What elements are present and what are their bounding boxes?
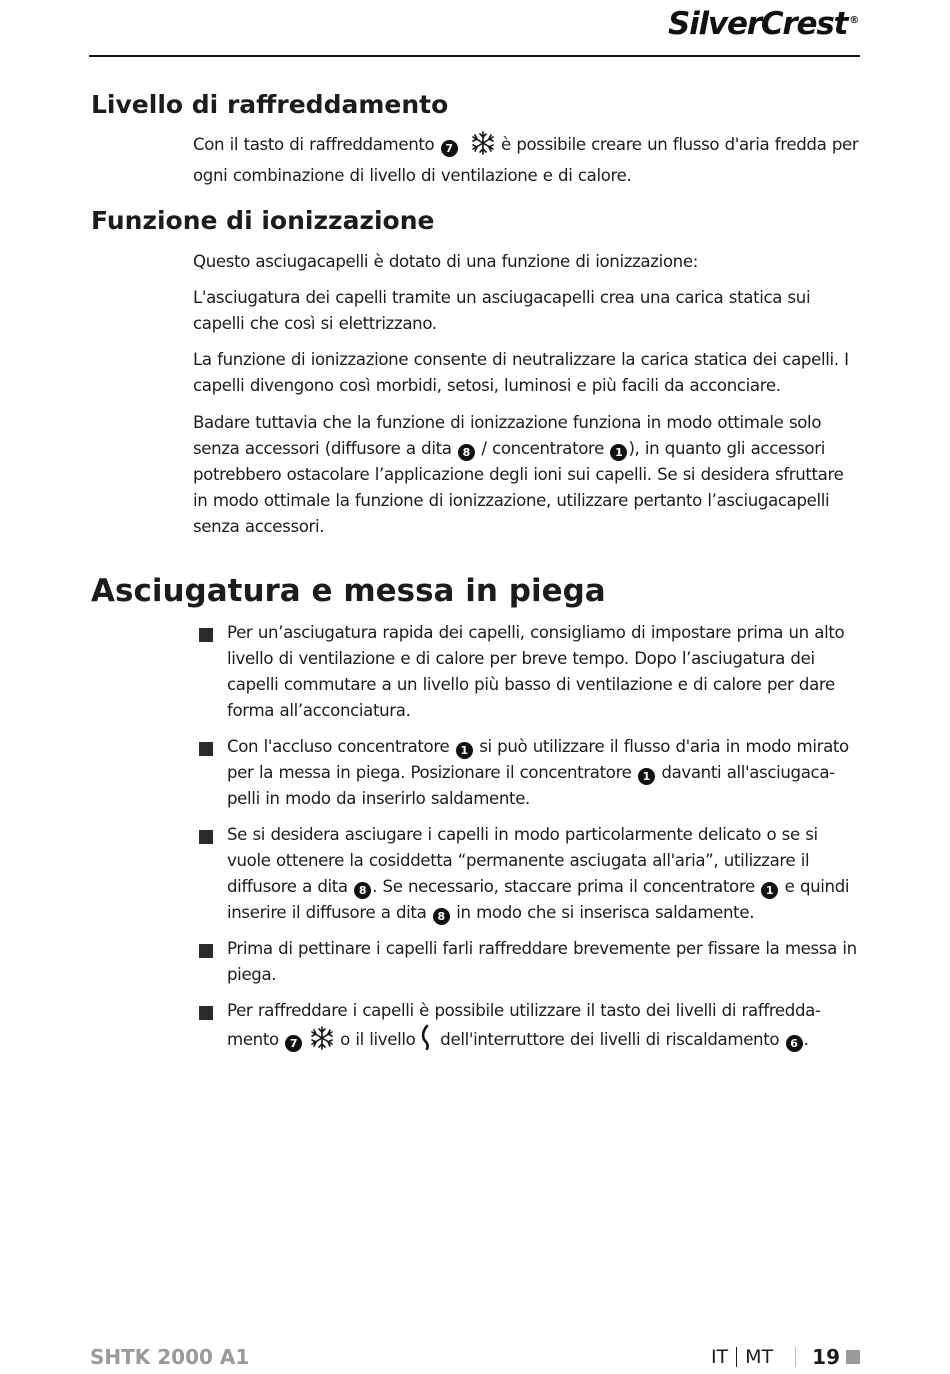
part-number-badge: 1 xyxy=(610,444,627,461)
list-item xyxy=(199,620,861,724)
page-marker-square-icon xyxy=(846,1350,860,1364)
part-number-badge: 8 xyxy=(354,882,371,899)
text-segment: Se si desidera asciugare i capelli in modo particolarmente delicato o se si vuole ottenere la cosiddetta “permanente asciugata all'aria”, utilizzare il diffusore a dita xyxy=(227,825,818,896)
footer-separator xyxy=(795,1347,796,1367)
bullet-square-icon xyxy=(199,1006,213,1020)
footer-page-info xyxy=(711,1345,860,1369)
brand-name: SilverCrest xyxy=(667,6,848,42)
heading-drying-styling: Asciugatura e messa in piega xyxy=(91,573,606,609)
part-number-badge: 8 xyxy=(433,908,450,925)
part-number-badge: 1 xyxy=(761,882,778,899)
snowflake-icon xyxy=(470,131,496,163)
heading-cooling-level: Livello di raffreddamento xyxy=(91,90,449,119)
snowflake-icon xyxy=(309,1026,335,1058)
text-segment: Per raffreddare i capelli è possibile utilizzare il tasto dei livelli di raffreddamento xyxy=(227,1001,821,1049)
part-number-badge: 8 xyxy=(458,444,475,461)
text-segment: / concentratore xyxy=(476,439,610,458)
paragraph-ion-3: La funzione di ionizzazione consente di neutralizzare la carica statica dei capelli. I capelli divengono così morbidi, setosi, luminosi e più facili da acconciare. xyxy=(193,350,849,395)
footer-model: SHTK 2000 A1 xyxy=(90,1345,250,1369)
text-segment: si può utilizzare il flusso d'aria in modo mirato per la messa in piega. Posizionare il concentratore xyxy=(227,737,849,782)
text-segment: e quindi inserire il diffusore a dita xyxy=(227,877,850,922)
paragraph-cooling xyxy=(193,131,861,189)
footer-lang-it: IT xyxy=(710,1346,729,1368)
text-segment: Con il tasto di raffreddamento xyxy=(193,135,440,154)
text-segment: . Se necessario, staccare prima il concentratore xyxy=(372,877,761,896)
part-number-badge: 7 xyxy=(441,140,458,157)
list-item xyxy=(199,822,861,926)
part-number-badge: 1 xyxy=(456,742,473,759)
part-number-badge: 1 xyxy=(638,768,655,785)
part-number-badge: 7 xyxy=(285,1035,302,1052)
header-divider xyxy=(89,55,860,57)
text-segment: Badare tuttavia che la funzione di ionizzazione funziona in modo ottimale solo senza accessori (diffusore a dita xyxy=(193,413,822,458)
part-number-badge: 6 xyxy=(786,1035,803,1052)
bullet-square-icon xyxy=(199,742,213,756)
bullet-square-icon xyxy=(199,830,213,844)
bullet-square-icon xyxy=(199,628,213,642)
text-segment: ), in quanto gli accessori potrebbero ostacolare l’applicazione degli ioni sui capelli. Se si desidera sfruttare in modo ottimale la funzione di ionizzazione, utilizzare pertanto l’asciugacapelli senza accessori. xyxy=(193,439,844,536)
cool-air-wave-icon xyxy=(421,1024,435,1058)
heading-ionization: Funzione di ionizzazione xyxy=(91,206,435,235)
paragraph-ion-2: L'asciugatura dei capelli tramite un asciugacapelli crea una carica statica sui capelli che così si elettrizzano. xyxy=(193,288,811,333)
text-segment: in modo che si inserisca saldamente. xyxy=(450,903,755,922)
list-item xyxy=(199,998,861,1058)
footer-lang-mt: MT xyxy=(745,1346,774,1368)
text-segment: o il livello xyxy=(334,1030,421,1049)
page-number: 19 xyxy=(812,1345,840,1369)
text-segment: . xyxy=(803,1030,809,1049)
text-segment: Per un’asciugatura rapida dei capelli, consigliamo di impostare prima un alto livello di ventilazione e di calore per breve tempo. Dopo l’asciugatura dei capelli commutare a un livello più basso di ventilazione e di calore per dare forma all’acconciatura. xyxy=(227,623,845,720)
text-segment: è possibile creare un flusso d'aria fredda per ogni combinazione di livello di ventilazione e di calore. xyxy=(193,135,859,185)
paragraph-ion-1: Questo asciugacapelli è dotato di una funzione di ionizzazione: xyxy=(193,252,698,271)
text-segment: dell'interruttore dei livelli di riscaldamento xyxy=(434,1030,785,1049)
brand-logo xyxy=(668,6,858,42)
drying-bullet-list xyxy=(199,620,861,1068)
footer-separator xyxy=(736,1347,737,1367)
paragraph-ion-4 xyxy=(193,410,861,540)
text-segment: davanti all'asciugacapelli in modo da inserirlo saldamente. xyxy=(227,763,836,808)
registered-mark: ® xyxy=(849,14,858,26)
text-segment: Con l'accluso concentratore xyxy=(227,737,455,756)
bullet-square-icon xyxy=(199,944,213,958)
text-segment: Prima di pettinare i capelli farli raffreddare brevemente per fissare la messa in piega. xyxy=(227,939,857,984)
list-item xyxy=(199,734,861,812)
list-item xyxy=(199,936,861,988)
